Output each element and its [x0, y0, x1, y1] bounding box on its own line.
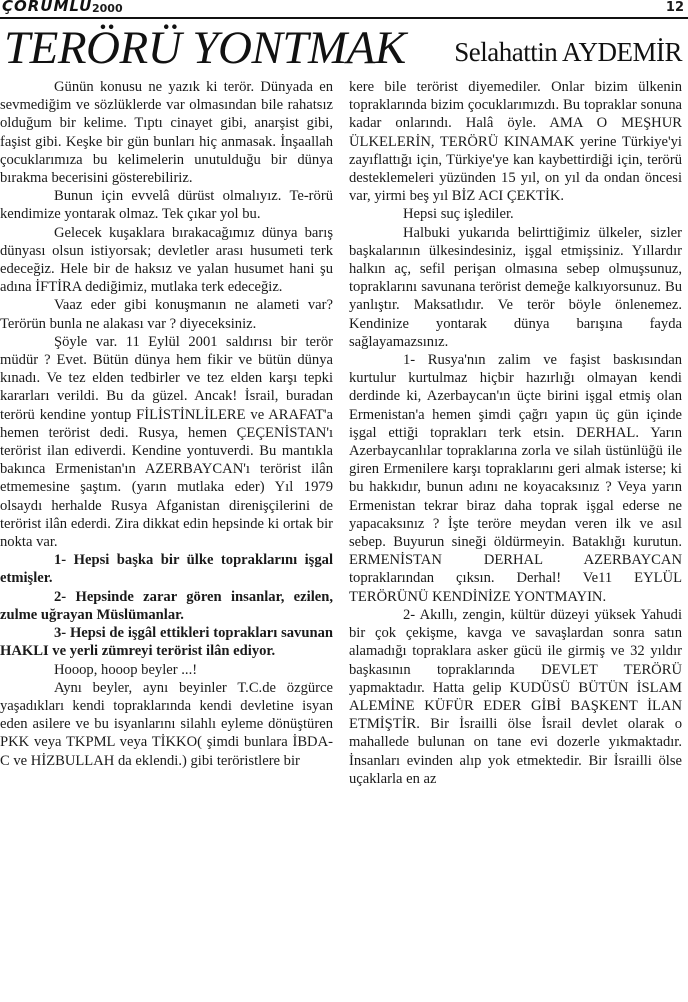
paragraph: Şöyle var. 11 Eylül 2001 saldırısı bir terör müdür ? Evet. Bütün dünya hem fikir ve bütün dünya kınadı. Ve tez elden tedbirler ve tez elden karşı tepki kararları verildi. Bu da güzel. Ancak! İsrail, buradan terörü kendine yontup FİLİSTİNLİLERE ve ARAFAT'a hemen terörist dedi. Rusya, hemen ÇEÇENİSTAN'ı terörist ilan ediverdi. Kendine yontuverdi. Bu mantıkla bakınca Ermenistan'ın AZERBAYCAN'ı terörist ilân etmemesine şaştım. (yarın mutlaka eder) Yıl 1979 olsaydı herhalde Rusya Afganistan direnişçilerini de terörist ilân ederdi. Zira dikkat edin hepsinde ki ortak bir nokta var.	[0, 333, 333, 551]
paragraph: 2- Hepsinde zarar gören insanlar, ezilen, zulme uğrayan Müslümanlar.	[0, 588, 333, 623]
paragraph: 2- Akıllı, zengin, kültür düzeyi yüksek Yahudi bir çok çekişme, kavga ve savaşlardan sonra satın alamadığı topraklara asker gücü ile girmiş ve 32 yıldır başkasının topraklarında DEVLET TERÖRÜ yapmaktadır. Hatta gelip KUDÜSÜ BÜTÜN İSLAM ALEMİNE KÜFÜR EDER GİBİ BAŞKENT İLAN ETMİŞTİR. Bir İsrailli ölse İsrail devlet olarak o mahallede bulunan on tane evi dozerle yıkmaktadır. İnsanları evinden alıp yok etmektedir. Bir İsrailli ölse uçaklarla en az	[349, 606, 682, 787]
paragraph: Halbuki yukarıda belirttiğimiz ülkeler, sizler başkalarının ülkesindesiniz, işgal etmişsiniz. Yıllardır halkın aç, sefil perişan olmasına sebep olmuşsunuz, topraklarını savunana terörist demeğe kalkıyorsunuz. Bu yanlıştır. Maksatlıdır. Ve terör böyle önlenemez. Kendinize yontarak dünya barışına fayda sağlayamazsınız.	[349, 224, 682, 350]
paragraph: 1- Hepsi başka bir ülke topraklarını işgal etmişler.	[0, 552, 333, 587]
header-rule	[0, 17, 688, 19]
right-column	[349, 78, 682, 788]
paragraph: Vaaz eder gibi konuşmanın ne alameti var? Terörün bunla ne alakası var ? diyeceksiniz.	[0, 297, 333, 332]
paragraph: Gelecek kuşaklara bırakacağımız dünya barış dünyası olsun istiyorsak; devletler arası husumeti terk edeceğiz. Hele bir de haksız ve yalan husumet hani şu adına İFTİRA dediğimiz, mutlaka terk edeceğiz.	[0, 224, 333, 296]
article-title: TERÖRÜ YONTMAK	[4, 22, 406, 74]
paragraph: kere bile terörist diyemediler. Onlar bizim ülkenin topraklarında bizim çocuklarımızdı. Bu topraklar sonuna kadar onlarındı. Halâ öyle. AMA O MEŞHUR ÜLKELERİN, TERÖRÜ KINAMAK yerine Türkiye'yi zayıflattığı için, Türkiye'ye kan kaybettirdiği için, terörü desteklemeleri yüzünden 15 yıl, on yıl da ondan öncesi var, yirmi beş yıl BİZ ACI ÇEKTİK.	[349, 79, 682, 205]
paragraph: Hooop, hooop beyler ...!	[54, 661, 198, 678]
paragraph: Bunun için evvelâ dürüst olmalıyız. Te-rörü kendimize yontarak olmaz. Tek çıkar yol bu.	[0, 188, 333, 223]
page-header	[0, 0, 688, 22]
paragraph: Günün konusu ne yazık ki terör. Dünyada en sevmediğim ve sözlüklerde var olmasından bile rahatsız olduğum bir kelime. Tıptı cinayet gibi, anarşist gibi, faşist gibi. Keşke bir gün bunları hiç anmasak. İnşaallah çocuklarımıza bu kelimelerin unutulduğu bir dünya bırakma becerisini gösterebiliriz.	[0, 79, 333, 187]
paragraph: 1- Rusya'nın zalim ve faşist baskısından kurtulur kurtulmaz hiçbir hazırlığı olmayan kendi derdinde ki, Azerbaycan'ın üçte birini işgal etmiş olan Ermenistan'a hemen şimdi çağrı yapın üç gün içinde işgal ettiği toprakları terk etsin. DERHAL. Yarın Azerbaycanlılar topraklarına zorla ve silah üstünlüğü ile giren Ermenilere karşı topraklarını geri almak isterse; ki bu hakkıdır, bunun adını ne koyacaksınız ? Veya yarın Ermenistan tekrar biraz daha toprak işgal ederse ne yapacaksınız ? İşte teröre meydan veren ilk ve asıl sebep. Buyurun sineği öldürmeyin. Bataklığı kurutun. ERMENİSTAN DERHAL AZERBAYCAN topraklarından çıksın. Derhal! Ve11 EYLÜL TERÖRÜNÜ KENDİNİZE YONTMAYIN.	[349, 352, 682, 605]
article-author: Selahattin AYDEMİR	[454, 37, 682, 67]
paragraph: Aynı beyler, aynı beyinler T.C.de özgürce yaşadıkları kendi topraklarında kendi devletine isyan eden asilere ve bu isyanlarını silahlı eyleme dönüştüren PKK veya TKPML veya TİKKO( şimdi bunlara İBDA-C ve HİZBULLAH da eklendi.) gibi teröristlere bir	[0, 679, 333, 769]
left-column	[0, 78, 333, 770]
issue-year: 2000	[92, 2, 123, 15]
masthead-logo: ÇORUMLU	[2, 0, 93, 15]
paragraph: Hepsi suç işlediler.	[403, 206, 514, 223]
paragraph: 3- Hepsi de işgâl ettikleri toprakları savunan HAKLI ve yerli zümreyi terörist ilân ediyor.	[0, 625, 333, 660]
page-number: 12	[665, 0, 684, 15]
